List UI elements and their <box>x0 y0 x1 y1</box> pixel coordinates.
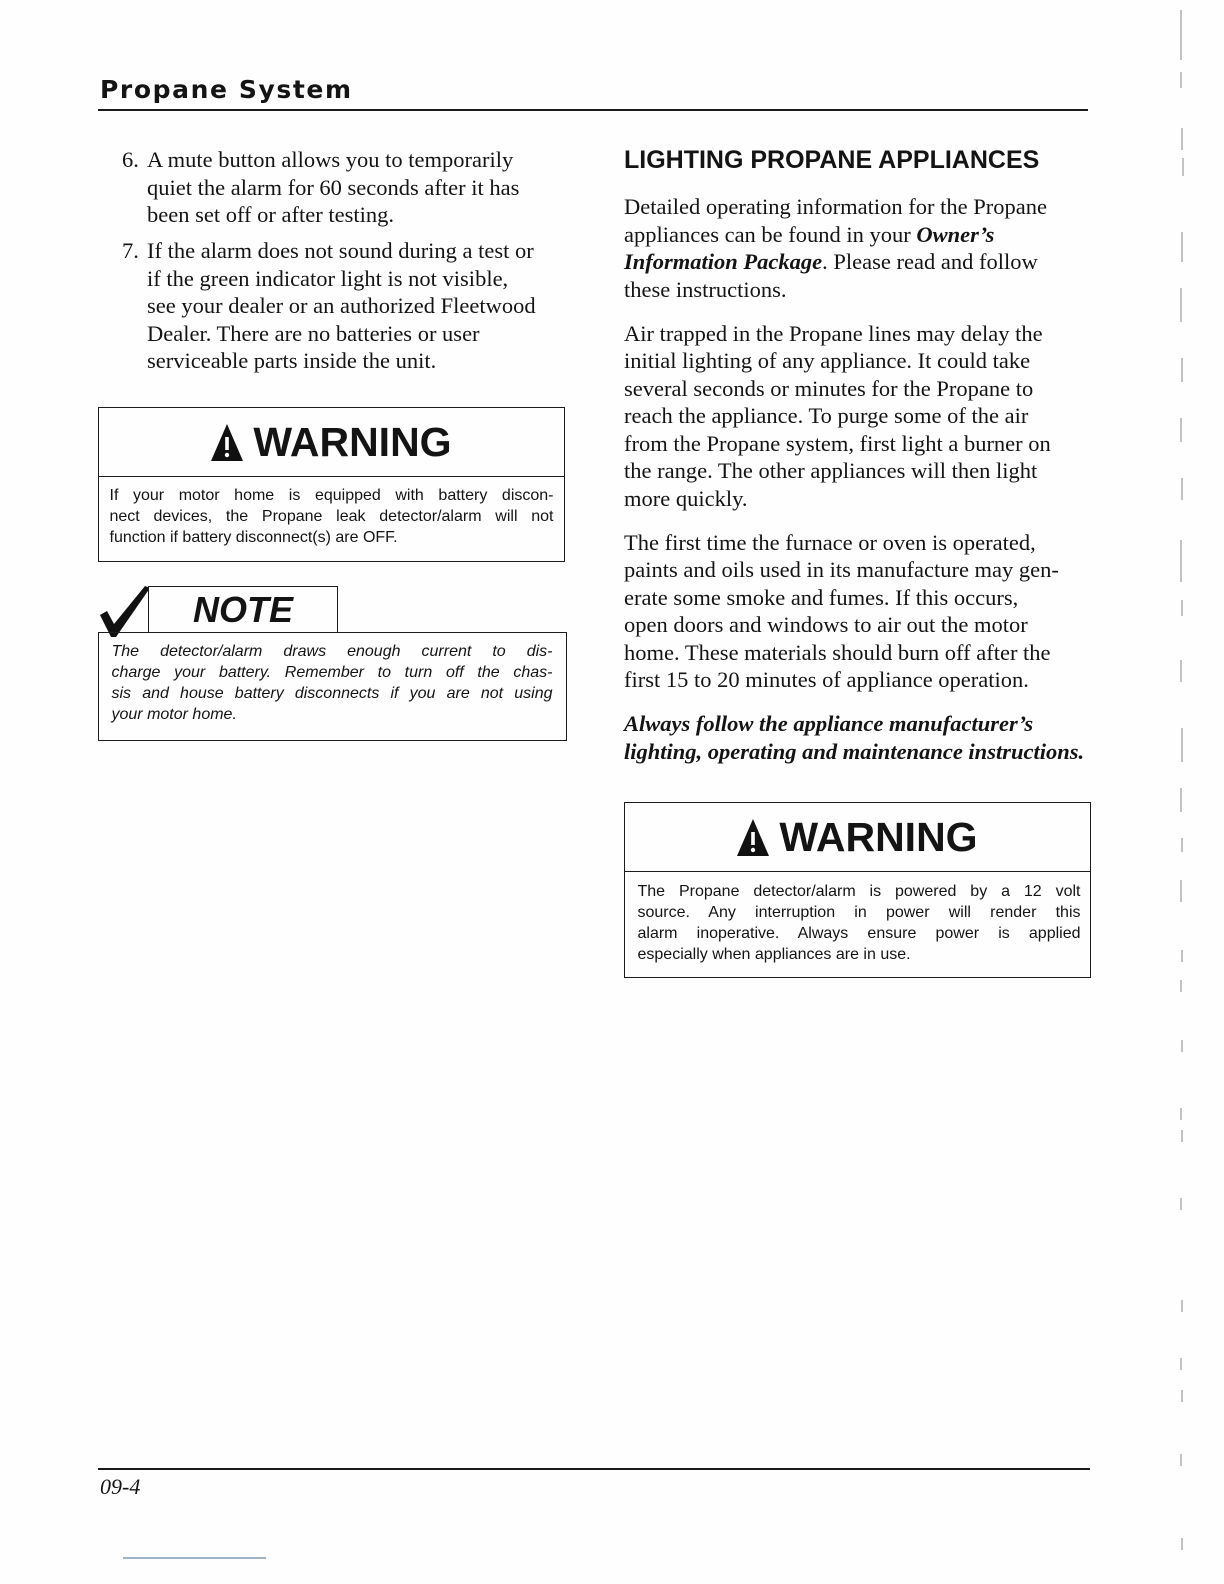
note-line: your motor home. <box>111 706 237 723</box>
emphasis-text: Owner’s <box>916 221 995 247</box>
list-item-line: Dealer. There are no batteries or user <box>147 320 480 346</box>
scan-artifact-line <box>123 1557 266 1559</box>
section-title: Propane System <box>100 75 353 104</box>
warning-line: function if battery disconnect(s) are OFF. <box>109 529 398 546</box>
emphasis-paragraph <box>624 710 1104 765</box>
paragraph-line: Always follow the appliance manufacturer’s <box>624 711 1034 736</box>
paragraph-line: open doors and windows to air out the motor <box>624 612 1028 637</box>
warning-header <box>99 408 564 477</box>
note-tab <box>148 586 338 633</box>
list-item-line: quiet the alarm for 60 seconds after it has <box>147 174 520 200</box>
numbered-list <box>122 146 592 375</box>
footer-rule <box>98 1468 1090 1470</box>
list-item <box>122 237 592 375</box>
paragraph-line: Air trapped in the Propane lines may delay the <box>624 320 1043 346</box>
warning-line: especially when appliances are in use. <box>637 945 911 963</box>
paragraph-line: these instructions. <box>624 276 787 302</box>
paragraph-line: The first time the furnace or oven is operated, <box>624 529 1036 555</box>
paragraph-line <box>624 221 1104 249</box>
paragraph-line: home. These materials should burn off after the <box>624 639 1051 665</box>
warning-line: source. Any interruption in power will render this <box>637 903 1081 921</box>
list-item-line: been set off or after testing. <box>147 202 394 227</box>
paragraph <box>624 320 1104 513</box>
note-line: The detector/alarm draws enough current to dis- <box>111 643 553 660</box>
paragraph-line: the range. The other appliances will then light <box>624 458 1038 483</box>
warning-title: WARNING <box>779 814 978 860</box>
header-rule <box>98 109 1088 111</box>
list-item-number: 7. <box>122 238 139 263</box>
warning-title: WARNING <box>253 419 452 465</box>
paragraph-line: paints and oils used in its manufacture may gen- <box>624 557 1059 582</box>
scan-edge-marks <box>1168 0 1192 1584</box>
text-run: appliances can be found in your <box>624 221 917 247</box>
warning-text <box>99 477 564 548</box>
warning-line: If your motor home is equipped with battery discon- <box>109 487 554 504</box>
paragraph-line: several seconds or minutes for the Propane to <box>624 375 1034 401</box>
warning-text <box>625 872 1090 965</box>
list-item-line: see your dealer or an authorized Fleetwood <box>147 293 536 318</box>
warning-box <box>624 802 1091 978</box>
note-line: charge your battery. Remember to turn off the chas- <box>111 664 553 681</box>
warning-line: nect devices, the Propane leak detector/alarm will not <box>109 508 554 525</box>
list-item <box>122 146 592 229</box>
list-item-line: serviceable parts inside the unit. <box>147 348 437 373</box>
list-item-line: If the alarm does not sound during a test or <box>147 238 534 263</box>
list-item-number: 6. <box>122 147 139 172</box>
note-box <box>98 632 567 741</box>
warning-line: alarm inoperative. Always ensure power is applied <box>637 924 1081 942</box>
text-run: . Please read and follow <box>822 249 1038 274</box>
subsection-heading: LIGHTING PROPANE APPLIANCES <box>624 146 1040 174</box>
note-text <box>99 633 566 726</box>
paragraph-line: initial lighting of any appliance. It could take <box>624 348 1031 373</box>
note-line: sis and house battery disconnects if you are not using <box>111 685 553 702</box>
paragraph <box>624 193 1104 303</box>
page-number: 09-4 <box>100 1474 141 1499</box>
paragraph-line: lighting, operating and maintenance instructions. <box>624 738 1085 764</box>
note-title: NOTE <box>192 589 293 630</box>
warning-line: The Propane detector/alarm is powered by a 12 volt <box>637 882 1081 900</box>
warning-triangle-icon <box>737 819 769 856</box>
paragraph-line: Detailed operating information for the Propane <box>624 194 1047 219</box>
paragraph-line: reach the appliance. To purge some of the air <box>624 403 1029 428</box>
paragraph-line: erate some smoke and fumes. If this occurs, <box>624 584 1019 610</box>
paragraph-line: more quickly. <box>624 485 748 511</box>
list-item-line: A mute button allows you to temporarily <box>147 147 514 172</box>
warning-triangle-icon <box>211 424 243 461</box>
paragraph-line: first 15 to 20 minutes of appliance operation. <box>624 667 1029 692</box>
emphasis-text: Information Package <box>624 249 823 274</box>
paragraph <box>624 529 1104 694</box>
list-item-line: if the green indicator light is not visible, <box>147 265 509 291</box>
warning-header <box>625 803 1090 872</box>
paragraph-line: from the Propane system, first light a burner on <box>624 430 1051 456</box>
paragraph-line <box>624 248 1104 276</box>
right-column-text <box>624 193 1104 782</box>
warning-box <box>98 407 565 562</box>
